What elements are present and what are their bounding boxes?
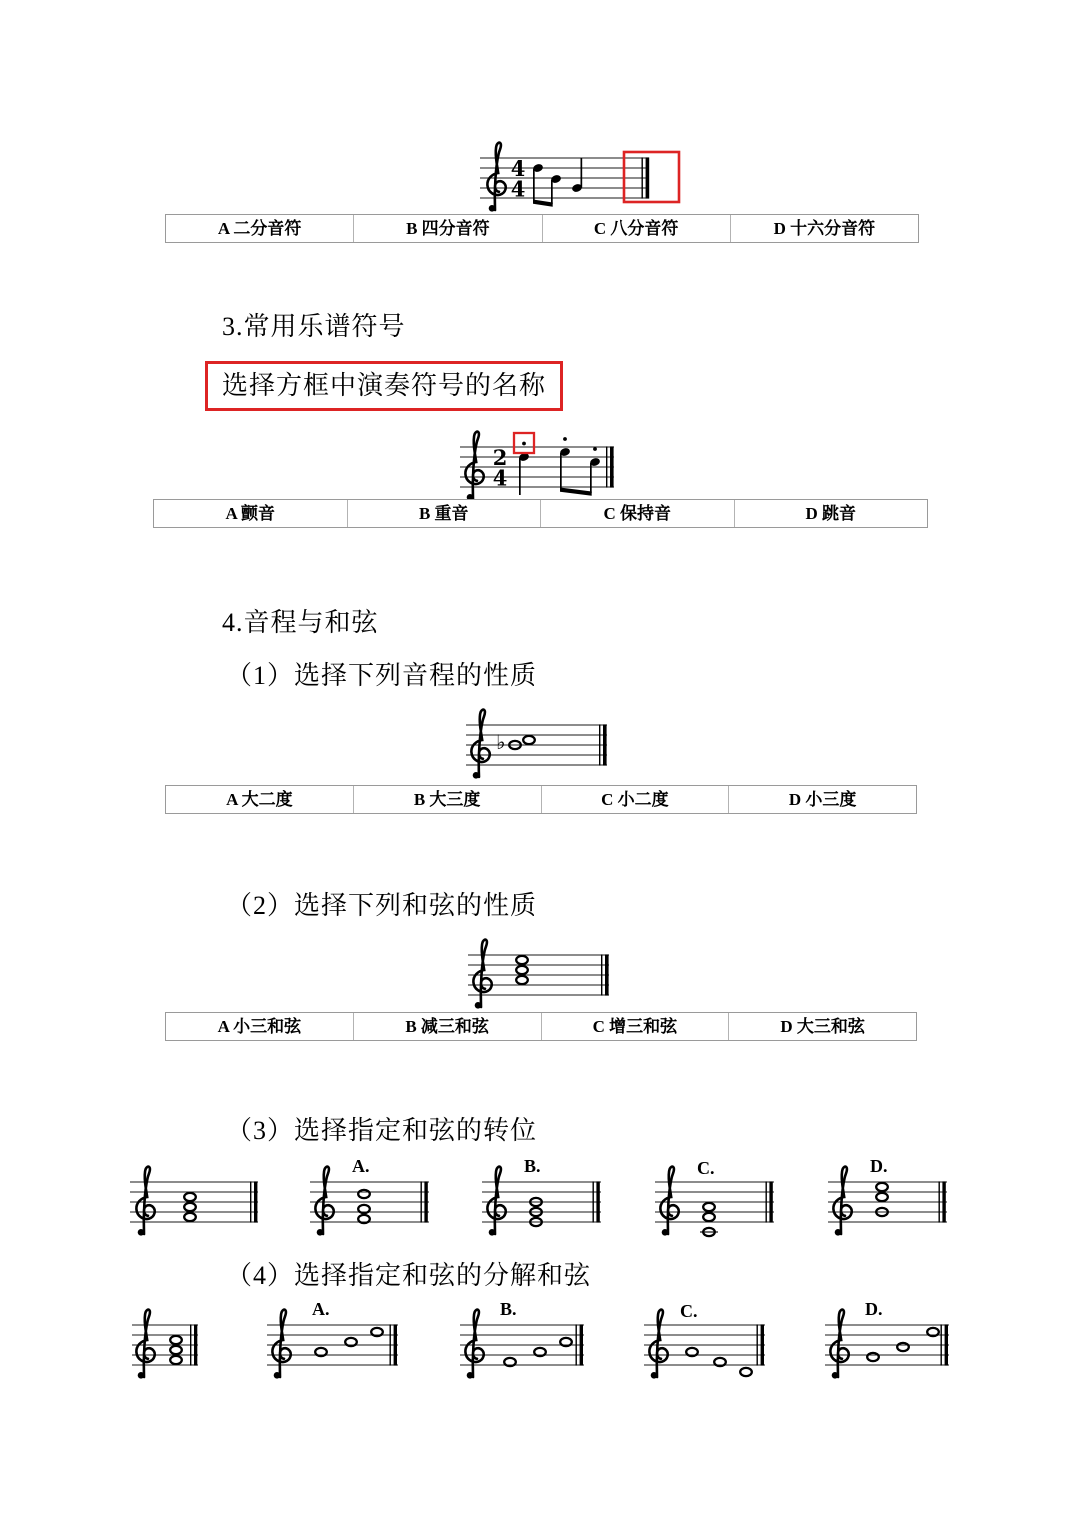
treble-clef-icon	[487, 1167, 505, 1236]
sub1-label: （1）选择下列音程的性质	[226, 661, 538, 690]
sub3-choice-label-d: D.	[870, 1156, 888, 1176]
chord-whole-notes	[184, 1193, 196, 1221]
chord-whole-notes	[358, 1190, 370, 1223]
options-table-chord-quality	[165, 1012, 917, 1041]
staff-sub3-option-c	[653, 1162, 780, 1246]
option-d: D 大三和弦	[728, 1013, 916, 1040]
flat-sign: ♭	[496, 730, 506, 754]
treble-clef-icon	[660, 1167, 678, 1236]
treble-clef-icon	[465, 432, 483, 501]
section-3-title: 3.常用乐谱符号	[222, 312, 406, 341]
beamed-eighth-notes	[532, 163, 562, 207]
staff-sub3-option-b	[480, 1162, 607, 1246]
option-a: A 大二度	[226, 790, 293, 809]
options-table-articulation	[153, 499, 928, 528]
treble-clef-icon	[487, 143, 505, 212]
option-b: B 四分音符	[353, 215, 541, 242]
staff-sub4-option-c	[642, 1305, 772, 1389]
sub4-choice-label-c: C.	[680, 1301, 698, 1321]
svg-text:4: 4	[510, 156, 526, 181]
treble-clef-icon	[471, 710, 489, 779]
staff-sub4-option-b	[458, 1305, 591, 1389]
sub4-choice-label-d: D.	[865, 1299, 883, 1319]
staff-sub4-option-a	[265, 1305, 405, 1389]
staff-interval-question	[464, 705, 616, 789]
broken-chord-whole-notes	[315, 1328, 383, 1356]
chord-whole-notes	[703, 1203, 715, 1236]
option-a: A 二分音符	[217, 219, 302, 238]
staff-question-note-value	[478, 138, 688, 222]
broken-chord-whole-notes	[504, 1338, 572, 1366]
options-table-interval	[165, 785, 917, 814]
treble-clef-icon	[136, 1167, 154, 1236]
option-d: D 十六分音符	[730, 215, 918, 242]
treble-clef-icon	[465, 1310, 483, 1379]
chord-whole-notes	[876, 1183, 888, 1216]
staff-chord-quality-question	[466, 935, 618, 1019]
staff-sub3-option-d	[826, 1162, 953, 1246]
time-signature-4-4	[511, 156, 526, 202]
sub3-choice-label-c: C.	[697, 1158, 715, 1178]
treble-clef-icon	[833, 1167, 851, 1236]
sub3-choice-label-a: A.	[352, 1156, 370, 1176]
treble-clef-icon	[473, 940, 491, 1009]
option-d: D 跳音	[734, 500, 928, 527]
time-signature-2-4	[493, 445, 508, 491]
option-b: B 大三度	[353, 786, 541, 813]
broken-chord-whole-notes	[686, 1348, 752, 1376]
option-a: A 小三和弦	[217, 1017, 302, 1036]
staff-sub3-given	[128, 1162, 263, 1246]
option-d: D 小三度	[728, 786, 916, 813]
chord-whole-notes	[170, 1336, 182, 1364]
option-b: B 减三和弦	[353, 1013, 541, 1040]
staff-sub4-given	[130, 1305, 205, 1389]
chord-whole-notes	[516, 956, 528, 984]
staff-sub4-option-d	[823, 1305, 956, 1389]
sub4-choice-label-a: A.	[312, 1299, 330, 1319]
sub4-label: （4）选择指定和弦的分解和弦	[226, 1261, 592, 1290]
option-c: C 增三和弦	[541, 1013, 729, 1040]
interval-whole-notes	[509, 736, 535, 749]
svg-text:4: 4	[510, 176, 526, 202]
options-table-note-value	[165, 214, 919, 243]
svg-text:2: 2	[492, 445, 508, 470]
option-c: C 小二度	[541, 786, 729, 813]
treble-clef-icon	[830, 1310, 848, 1379]
section-3-prompt-box: 选择方框中演奏符号的名称	[205, 361, 563, 411]
section-4-title: 4.音程与和弦	[222, 608, 379, 637]
treble-clef-icon	[136, 1310, 154, 1379]
red-highlight-box	[624, 152, 679, 202]
option-a: A 颤音	[225, 504, 276, 523]
svg-text:4: 4	[492, 465, 508, 491]
option-c: C 八分音符	[542, 215, 730, 242]
treble-clef-icon	[272, 1310, 290, 1379]
sub2-label: （2）选择下列和弦的性质	[226, 891, 538, 920]
quarter-note	[571, 158, 583, 193]
sub4-choice-label-b: B.	[500, 1299, 517, 1319]
option-c: C 保持音	[540, 500, 734, 527]
treble-clef-icon	[649, 1310, 667, 1379]
option-b: B 重音	[347, 500, 541, 527]
treble-clef-icon	[315, 1167, 333, 1236]
sub3-label: （3）选择指定和弦的转位	[226, 1116, 538, 1145]
sub3-choice-label-b: B.	[524, 1156, 541, 1176]
staff-sub3-option-a	[308, 1162, 435, 1246]
